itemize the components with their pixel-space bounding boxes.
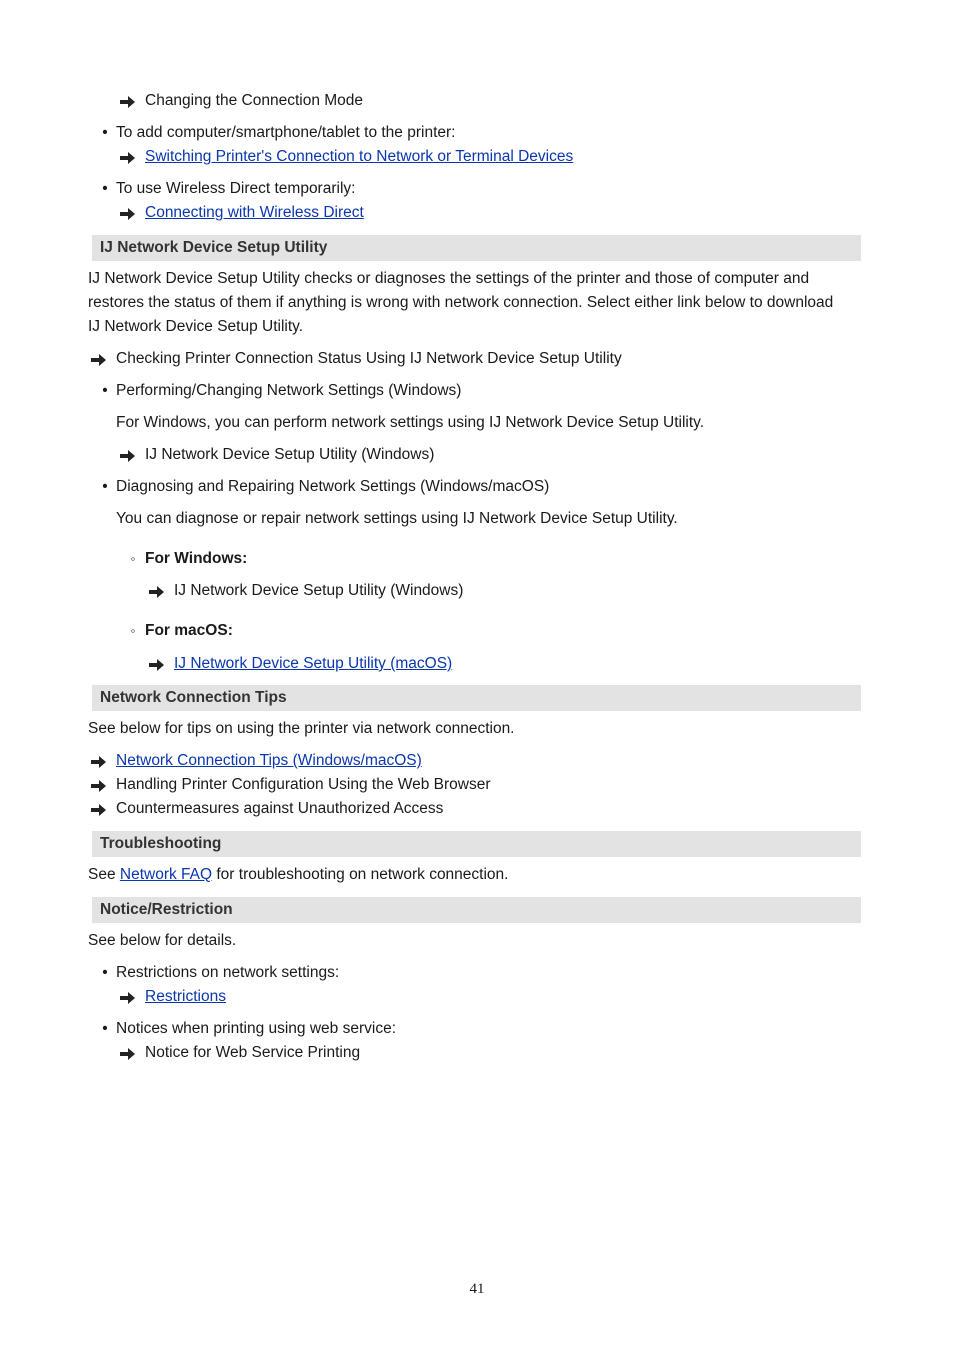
notices-intro: Notices when printing using web service: [116,1020,396,1037]
section-title: Troubleshooting [100,835,222,852]
arrow-right-icon [120,152,135,164]
bullet: • [102,180,108,197]
troubleshooting-prefix: See [88,866,120,883]
notice-para: See below for details. [88,932,237,949]
arrow-right-icon [91,780,106,792]
page-number: 41 [469,1281,485,1297]
notice-web-text: Notice for Web Service Printing [145,1044,361,1061]
for-windows-label: For Windows: [145,550,248,567]
bullet: • [102,382,108,399]
arrow-right-icon [149,586,164,598]
circle-bullet: ◦ [130,551,136,566]
arrow-right-icon [120,1048,135,1060]
section-header-notice [92,897,861,923]
section-header-tips [92,685,861,711]
utility-windows-text: IJ Network Device Setup Utility (Windows) [145,446,435,463]
for-windows-para: For Windows, you can perform network settings using IJ Network Device Setup Utility. [116,414,705,431]
troubleshooting-para [88,865,508,885]
bullet: • [102,124,108,141]
section-header-ij-utility [92,235,861,261]
arrow-right-icon [120,450,135,462]
add-computer-text: To add computer/smartphone/tablet to the printer: [116,124,456,141]
section-title: Network Connection Tips [100,689,287,706]
changing-mode-text: Changing the Connection Mode [145,92,364,109]
utility-windows-text: IJ Network Device Setup Utility (Windows) [174,582,464,599]
restrictions-intro: Restrictions on network settings: [116,964,340,981]
tips-para: See below for tips on using the printer via network connection. [88,720,515,737]
diagnose-para: You can diagnose or repair network settings using IJ Network Device Setup Utility. [116,510,678,527]
arrow-right-icon [120,96,135,108]
restrictions-link[interactable]: Restrictions [145,988,226,1005]
for-macos-label: For macOS: [145,622,233,639]
network-tips-link[interactable]: Network Connection Tips (Windows/macOS) [116,752,422,769]
section-header-troubleshooting [92,831,861,857]
arrow-right-icon [120,208,135,220]
web-browser-text: Handling Printer Configuration Using the Web Browser [116,776,491,793]
performing-settings-text: Performing/Changing Network Settings (Windows) [116,382,462,399]
arrow-right-icon [91,756,106,768]
wireless-direct-link[interactable]: Connecting with Wireless Direct [145,204,364,221]
arrow-right-icon [120,992,135,1004]
bullet: • [102,1020,108,1037]
arrow-right-icon [91,804,106,816]
section-title: IJ Network Device Setup Utility [100,239,328,256]
utility-macos-link[interactable]: IJ Network Device Setup Utility (macOS) [174,655,453,672]
troubleshooting-suffix: for troubleshooting on network connection. [212,866,509,883]
arrow-right-icon [91,354,106,366]
arrow-right-icon [149,659,164,671]
switching-connection-link[interactable]: Switching Printer's Connection to Network or Terminal Devices [145,148,574,165]
section-title: Notice/Restriction [100,901,233,918]
ij-para-line: IJ Network Device Setup Utility checks or diagnoses the settings of the printer and those of computer and [88,270,810,287]
bullet: • [102,478,108,495]
bullet: • [102,964,108,981]
network-faq-link[interactable]: Network FAQ [119,866,213,883]
diagnosing-text: Diagnosing and Repairing Network Settings (Windows/macOS) [116,478,550,495]
checking-status-text: Checking Printer Connection Status Using IJ Network Device Setup Utility [116,350,622,367]
ij-para-line: restores the status of them if anything is wrong with network connection. Select either link below to download [88,294,834,311]
ij-para-line: IJ Network Device Setup Utility. [88,318,304,335]
countermeasures-text: Countermeasures against Unauthorized Access [116,800,444,817]
circle-bullet: ◦ [130,623,136,638]
wireless-temp-text: To use Wireless Direct temporarily: [116,180,356,197]
